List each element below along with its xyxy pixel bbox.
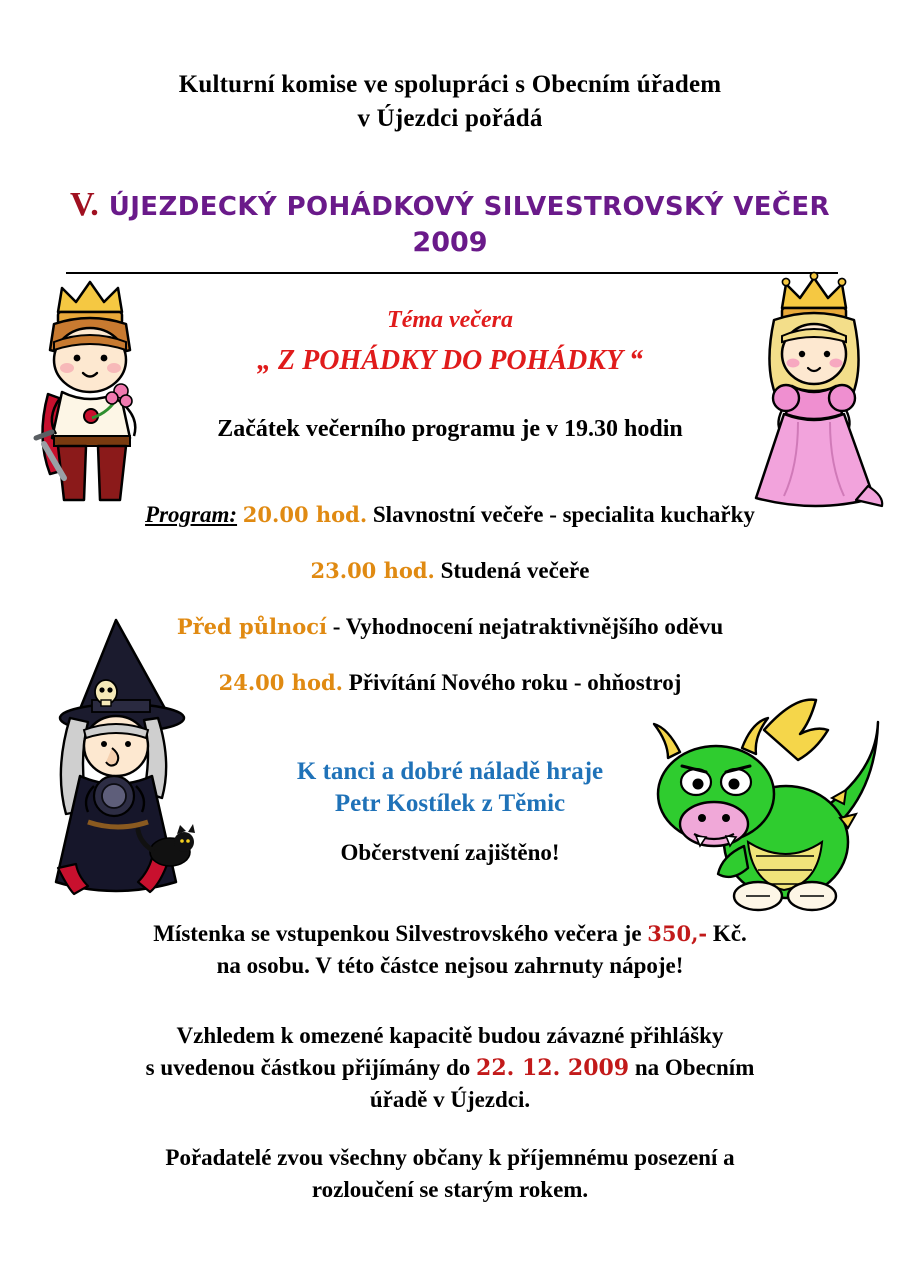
registration-deadline: 22. 12. 2009 xyxy=(476,1055,630,1081)
poster-title-block xyxy=(0,186,900,260)
page-title: ÚJEZDECKÝ POHÁDKOVÝ SILVESTROVSKÝ VEČER xyxy=(108,192,830,222)
band-line-1: K tanci a dobré náladě hraje xyxy=(296,758,604,785)
price-line-2: na osobu. V této částce nejsou zahrnuty nápoje! xyxy=(216,953,684,978)
registration-line-2-before: s uvedenou částkou přijímány do xyxy=(145,1055,471,1080)
registration-line-3: úřadě v Újezdci. xyxy=(369,1087,531,1112)
program-text: Slavnostní večeře - specialita kuchařky xyxy=(372,502,755,527)
program-time: 20.00 hod. xyxy=(242,502,368,527)
registration-paragraph xyxy=(0,1020,900,1116)
witch-illustration xyxy=(18,610,208,905)
header-line-1: Kulturní komise ve spolupráci s Obecním úřadem xyxy=(178,71,722,98)
prince-illustration xyxy=(22,268,172,513)
invitation-paragraph xyxy=(0,1142,900,1206)
registration-line-2-after: na Obecním xyxy=(634,1055,755,1080)
start-time-text: Začátek večerního programu je v 19.30 hodin xyxy=(217,416,683,442)
registration-line-1: Vzhledem k omezené kapacitě budou závazné přihlášky xyxy=(176,1023,724,1048)
princess-illustration xyxy=(738,262,890,517)
horizontal-divider xyxy=(66,272,838,274)
theme-label: Téma večera xyxy=(387,307,513,333)
poster-header xyxy=(0,68,900,136)
program-text: - Vyhodnocení nejatraktivnějšího oděvu xyxy=(332,614,724,639)
dragon-illustration xyxy=(636,690,886,930)
invitation-line-2: rozloučení se starým rokem. xyxy=(311,1177,589,1202)
program-label: Program: xyxy=(145,502,238,527)
program-time: Před půlnocí xyxy=(176,614,327,639)
header-line-2: v Újezdci pořádá xyxy=(357,105,543,132)
title-year: 2009 xyxy=(412,227,488,258)
title-edition-number: V. xyxy=(70,186,99,223)
program-text: Studená večeře xyxy=(440,558,590,583)
program-text: Přivítání Nového roku - ohňostroj xyxy=(348,670,682,695)
registration-line-2 xyxy=(0,1052,900,1084)
price-line-1-before: Místenka se vstupenkou Silvestrovského večera je xyxy=(153,921,642,946)
program-time: 24.00 hod. xyxy=(218,670,343,695)
theme-title: „ Z POHÁDKY DO POHÁDKY “ xyxy=(256,345,644,376)
program-time: 23.00 hod. xyxy=(310,558,435,583)
title-row xyxy=(0,186,900,224)
invitation-line-1: Pořadatelé zvou všechny občany k příjemnému posezení a xyxy=(165,1145,735,1170)
price-currency: Kč. xyxy=(712,921,747,946)
program-row xyxy=(0,556,900,586)
refreshments-text: Občerstvení zajištěno! xyxy=(340,840,560,865)
band-line-2: Petr Kostílek z Těmic xyxy=(334,790,566,817)
price-amount: 350,- xyxy=(647,921,708,946)
